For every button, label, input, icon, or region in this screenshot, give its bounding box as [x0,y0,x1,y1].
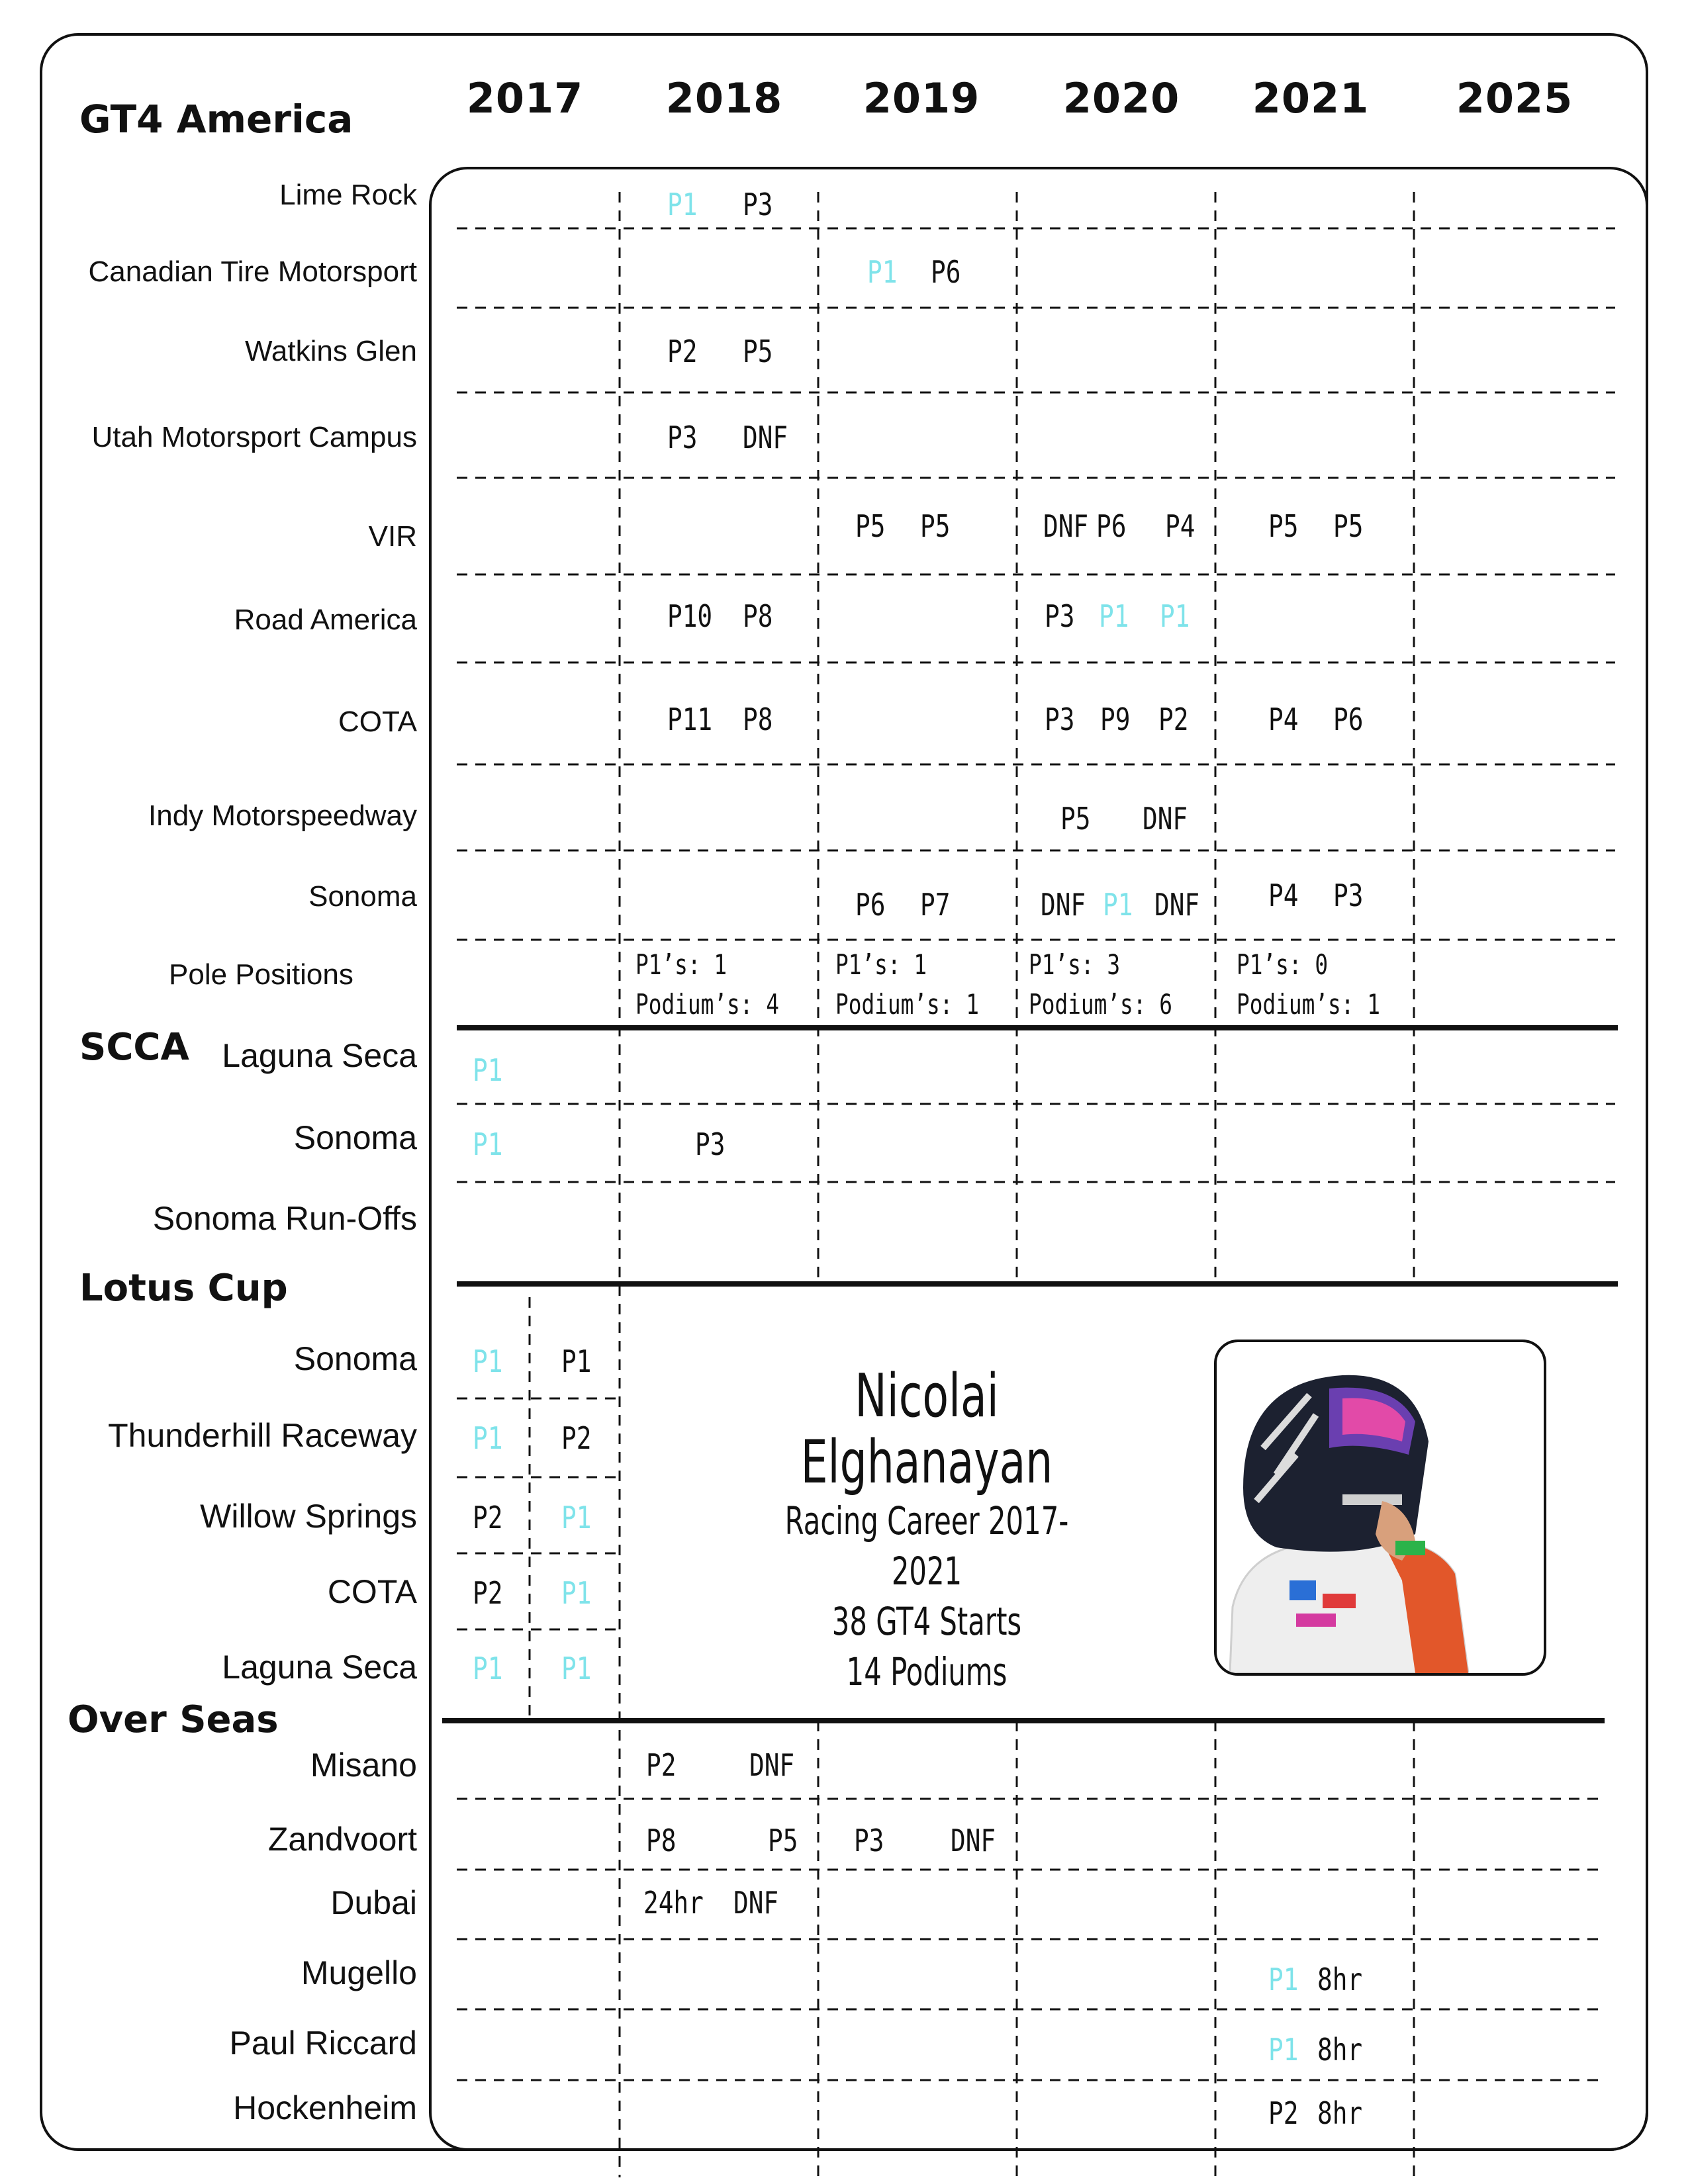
result-limerock-2018-1: P1 [667,187,698,222]
result-sonoma-2019-1: P6 [855,887,886,923]
lotus-result-sonoma-2: P1 [561,1343,592,1379]
result-roadam-2018-2: P8 [743,598,773,634]
result-zandvoort-2018-2: P5 [768,1823,798,1858]
lotus-result-willow-1: P2 [473,1500,503,1535]
overseas-track-zandvoort: Zandvoort [267,1821,417,1858]
lotus-track-thunderhill: Thunderhill Raceway [108,1417,417,1454]
lotus-track-cota: COTA [327,1573,417,1610]
result-sonoma-2021-2: P3 [1333,878,1364,913]
summary-2021-p1: P1’s: 0 [1237,948,1329,981]
scca-track-laguna-seca: Laguna Seca [222,1037,417,1074]
lotus-result-cota-1: P2 [473,1575,503,1611]
summary-2020 [1029,945,1172,1024]
result-misano-2018-1: P2 [646,1747,677,1783]
result-sonoma-2020-1: DNF [1041,887,1086,923]
result-cota-2021-1: P4 [1268,702,1299,737]
track-cota: COTA [338,705,417,738]
result-cota-2018-1: P11 [667,702,713,737]
result-indy-2020-2: DNF [1143,801,1188,837]
result-watkins-2018-1: P2 [667,334,698,369]
summary-2021-podium: Podium’s: 1 [1237,988,1380,1021]
scca-result-sonoma-2018: P3 [695,1126,726,1162]
driver-photo [1214,1340,1546,1676]
driver-name: Nicolai Elghanayan [800,1361,1053,1497]
podium-count: 14 Podiums [846,1649,1008,1694]
summary-2018 [635,945,779,1024]
scca-track-sonoma: Sonoma [293,1119,417,1156]
overseas-track-mugello: Mugello [301,1954,417,1991]
lotus-result-sonoma-1: P1 [473,1343,503,1379]
section-lotus-cup: Lotus Cup [79,1267,288,1310]
result-sonoma-2020-3: DNF [1154,887,1200,923]
result-vir-2019-1: P5 [855,508,886,544]
lotus-result-willow-2: P1 [561,1500,592,1535]
scca-track-sonoma-runoffs: Sonoma Run-Offs [152,1200,417,1237]
result-zandvoort-2018-1: P8 [646,1823,677,1858]
result-hockenheim-2021-2: 8hr [1317,2095,1363,2131]
overseas-track-dubai: Dubai [330,1884,417,1921]
driver-helmet-image [1217,1342,1544,1673]
year-2019: 2019 [863,74,980,122]
year-2020: 2020 [1062,74,1180,122]
track-road-america: Road America [234,604,417,636]
summary-2018-podium: Podium’s: 4 [635,988,779,1021]
year-2017: 2017 [466,74,584,122]
result-roadam-2020-1: P3 [1045,598,1075,634]
career-span: Racing Career 2017-2021 [784,1498,1069,1594]
result-sonoma-2020-2: P1 [1103,887,1133,923]
result-canadian-2019-2: P6 [931,254,961,290]
scca-result-sonoma-2017: P1 [473,1126,503,1162]
lotus-track-willow-springs: Willow Springs [200,1498,417,1535]
scca-result-laguna-2017: P1 [473,1052,503,1088]
result-paul-2021-1: P1 [1268,2032,1299,2068]
summary-2020-p1: P1’s: 3 [1029,948,1121,981]
overseas-track-hockenheim: Hockenheim [233,2089,417,2126]
result-paul-2021-2: 8hr [1317,2032,1363,2068]
result-roadam-2020-3: P1 [1160,598,1190,634]
result-vir-2019-2: P5 [920,508,951,544]
section-over-seas: Over Seas [68,1698,279,1741]
result-cota-2020-2: P9 [1100,702,1131,737]
lotus-result-thunderhill-2: P2 [561,1420,592,1456]
lotus-result-laguna-1: P1 [473,1651,503,1686]
result-vir-2021-1: P5 [1268,508,1299,544]
section-gt4-america: GT4 America [79,97,353,142]
result-vir-2020-1: DNF [1043,508,1089,544]
lotus-result-laguna-2: P1 [561,1651,592,1686]
result-cota-2020-3: P2 [1158,702,1189,737]
result-utah-2018-1: P3 [667,420,698,455]
career-title-block [760,1363,1094,1697]
track-indy: Indy Motorspeedway [148,799,417,832]
track-lime-rock: Lime Rock [279,179,417,211]
lotus-result-thunderhill-1: P1 [473,1420,503,1456]
result-vir-2020-2: P6 [1096,508,1127,544]
result-mugello-2021-1: P1 [1268,1962,1299,1997]
result-cota-2020-1: P3 [1045,702,1075,737]
track-canadian-tire: Canadian Tire Motorsport [88,255,417,288]
result-indy-2020-1: P5 [1060,801,1091,837]
section-scca: SCCA [79,1026,189,1069]
track-sonoma: Sonoma [308,880,417,913]
overseas-track-misano: Misano [310,1747,417,1784]
summary-2019-p1: P1’s: 1 [835,948,927,981]
result-cota-2018-2: P8 [743,702,773,737]
summary-2019 [835,945,979,1024]
overseas-track-paul-riccard: Paul Riccard [229,2025,417,2062]
result-sonoma-2021-1: P4 [1268,878,1299,913]
summary-2020-podium: Podium’s: 6 [1029,988,1172,1021]
gt4-starts: 38 GT4 Starts [831,1599,1022,1644]
result-mugello-2021-2: 8hr [1317,1962,1363,1997]
track-utah: Utah Motorsport Campus [91,421,417,453]
track-watkins-glen: Watkins Glen [244,335,417,367]
result-cota-2021-2: P6 [1333,702,1364,737]
summary-2018-p1: P1’s: 1 [635,948,727,981]
year-2018: 2018 [665,74,783,122]
result-dubai-2018-1: 24hr [643,1885,704,1921]
result-canadian-2019-1: P1 [867,254,898,290]
year-2025: 2025 [1456,74,1573,122]
result-roadam-2018-1: P10 [667,598,713,634]
result-utah-2018-2: DNF [743,420,788,455]
result-watkins-2018-2: P5 [743,334,773,369]
result-vir-2020-3: P4 [1165,508,1196,544]
result-zandvoort-2019-2: DNF [951,1823,996,1858]
pole-positions-label: Pole Positions [169,958,353,991]
year-2021: 2021 [1252,74,1370,122]
result-dubai-2018-2: DNF [733,1885,779,1921]
lotus-track-laguna-seca: Laguna Seca [222,1649,417,1686]
result-misano-2018-2: DNF [749,1747,795,1783]
track-vir: VIR [368,520,417,553]
lotus-track-sonoma: Sonoma [293,1340,417,1377]
result-sonoma-2019-2: P7 [920,887,951,923]
result-zandvoort-2019-1: P3 [854,1823,884,1858]
lotus-result-cota-2: P1 [561,1575,592,1611]
summary-2021 [1237,945,1380,1024]
result-limerock-2018-2: P3 [743,187,773,222]
summary-2019-podium: Podium’s: 1 [835,988,979,1021]
result-vir-2021-2: P5 [1333,508,1364,544]
result-roadam-2020-2: P1 [1099,598,1129,634]
result-hockenheim-2021-1: P2 [1268,2095,1299,2131]
